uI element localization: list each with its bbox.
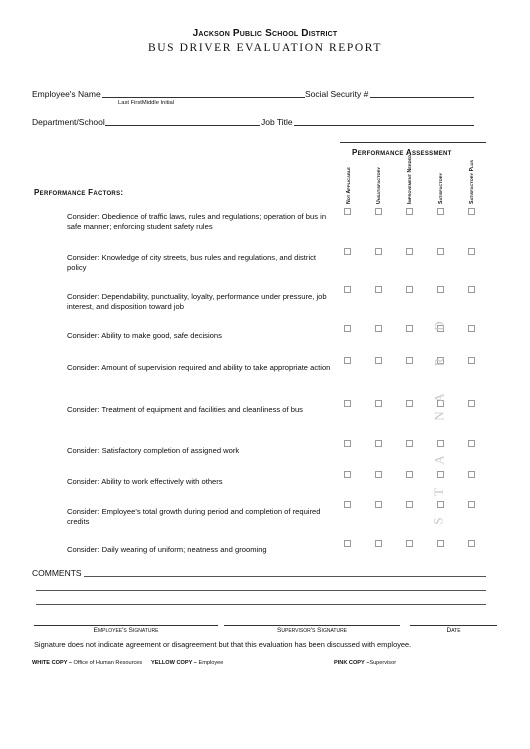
assessment-heading: Performance Assessment: [352, 148, 452, 157]
checkbox-not-applicable[interactable]: [344, 286, 351, 293]
supervisor-signature-line[interactable]: [224, 625, 400, 626]
checkbox-satisfactory[interactable]: [437, 248, 444, 255]
checkbox-unsatisfactory[interactable]: [375, 248, 382, 255]
factor-assigned-work: Consider: Satisfactory completion of assigned work: [67, 446, 240, 455]
white-copy-note: WHITE COPY – Office of Human Resources: [32, 660, 143, 666]
checkbox-unsatisfactory[interactable]: [375, 286, 382, 293]
checkbox-unsatisfactory[interactable]: [375, 357, 382, 364]
checkbox-improvement-needed[interactable]: [406, 501, 413, 508]
checkbox-satisfactory[interactable]: [437, 501, 444, 508]
pink-copy-note: PINK COPY –Supervisor: [334, 660, 397, 666]
employee-name-label: Employee's Name: [32, 89, 101, 99]
factors-heading: Performance Factors:: [34, 188, 124, 197]
checkbox-satisfactory-plus[interactable]: [468, 208, 475, 215]
factor-supervision: Consider: Amount of supervision required and ability to take appropriate action: [67, 363, 331, 372]
checkbox-improvement-needed[interactable]: [406, 248, 413, 255]
checkbox-satisfactory-plus[interactable]: [468, 440, 475, 447]
ssn-field[interactable]: [370, 97, 474, 98]
date-line[interactable]: [410, 625, 497, 626]
checkbox-improvement-needed[interactable]: [406, 357, 413, 364]
checkbox-improvement-needed[interactable]: [406, 400, 413, 407]
report-title: BUS DRIVER EVALUATION REPORT: [148, 42, 382, 54]
stamp-letter: N: [431, 411, 447, 421]
checkbox-satisfactory-plus[interactable]: [468, 400, 475, 407]
checkbox-satisfactory-plus[interactable]: [468, 471, 475, 478]
column-header-unsatisfactory: Unsatisfactory: [376, 166, 382, 204]
checkbox-not-applicable[interactable]: [344, 471, 351, 478]
stamp-letter: A: [431, 393, 447, 403]
stamp-letter: R: [431, 357, 447, 367]
checkbox-improvement-needed[interactable]: [406, 208, 413, 215]
checkbox-satisfactory-plus[interactable]: [468, 248, 475, 255]
ssn-label: Social Security #: [305, 89, 369, 99]
factor-equipment: Consider: Treatment of equipment and facilities and cleanliness of bus: [67, 405, 303, 414]
checkbox-unsatisfactory[interactable]: [375, 501, 382, 508]
factor-uniform: Consider: Daily wearing of uniform; neatness and grooming: [67, 545, 267, 554]
stamp-letter: A: [431, 455, 447, 465]
checkbox-satisfactory-plus[interactable]: [468, 540, 475, 547]
supervisor-signature-label: Supervisor's Signature: [276, 627, 348, 634]
employee-signature-label: Employee's Signature: [93, 627, 159, 634]
checkbox-unsatisfactory[interactable]: [375, 440, 382, 447]
assessment-divider: [340, 142, 486, 143]
name-sublabel: Last FirstMiddle Initial: [118, 100, 175, 106]
column-header-satisfactory: Satisfactory: [438, 172, 444, 204]
checkbox-improvement-needed[interactable]: [406, 540, 413, 547]
checkbox-satisfactory-plus[interactable]: [468, 325, 475, 332]
checkbox-improvement-needed[interactable]: [406, 471, 413, 478]
checkbox-satisfactory-plus[interactable]: [468, 501, 475, 508]
checkbox-satisfactory-plus[interactable]: [468, 357, 475, 364]
department-label: Department/School: [32, 117, 105, 127]
factor-decisions: Consider: Ability to make good, safe decisions: [67, 331, 222, 340]
column-header-not-applicable: Not Applicable: [346, 167, 352, 204]
factor-traffic-laws: Consider: Obedience of traffic laws, rules and regulations; operation of bus in safe manner; enforcing student safety rules: [67, 212, 327, 231]
checkbox-not-applicable[interactable]: [344, 540, 351, 547]
comments-line-1[interactable]: [84, 576, 486, 577]
checkbox-improvement-needed[interactable]: [406, 286, 413, 293]
checkbox-not-applicable[interactable]: [344, 248, 351, 255]
factor-knowledge: Consider: Knowledge of city streets, bus rules and regulations, and district policy: [67, 253, 317, 272]
stamp-letter: D: [431, 321, 447, 331]
checkbox-satisfactory[interactable]: [437, 286, 444, 293]
date-label: Date: [446, 627, 461, 634]
checkbox-satisfactory-plus[interactable]: [468, 286, 475, 293]
factor-dependability: Consider: Dependability, punctuality, loyalty, performance under pressure, job interest, and disposition toward job: [67, 292, 327, 311]
checkbox-improvement-needed[interactable]: [406, 440, 413, 447]
stamp-letter: S: [430, 517, 446, 525]
comments-line-3[interactable]: [36, 604, 486, 605]
factor-growth: Consider: Employee's total growth during period and completion of required credits: [67, 507, 321, 526]
job-title-label: Job Title: [261, 117, 293, 127]
employee-name-field[interactable]: [102, 97, 305, 98]
checkbox-not-applicable[interactable]: [344, 400, 351, 407]
signature-note: Signature does not indicate agreement or disagreement but that this evaluation has been discussed with employee.: [34, 640, 412, 649]
checkbox-satisfactory[interactable]: [437, 471, 444, 478]
district-name: Jackson Public School District: [192, 28, 338, 39]
checkbox-not-applicable[interactable]: [344, 357, 351, 364]
checkbox-not-applicable[interactable]: [344, 440, 351, 447]
column-header-satisfactory-plus: Satisfactory Plus: [469, 159, 475, 204]
checkbox-unsatisfactory[interactable]: [375, 471, 382, 478]
factor-teamwork: Consider: Ability to work effectively with others: [67, 477, 223, 486]
checkbox-satisfactory[interactable]: [437, 540, 444, 547]
checkbox-unsatisfactory[interactable]: [375, 208, 382, 215]
checkbox-not-applicable[interactable]: [344, 325, 351, 332]
comments-label: COMMENTS: [32, 568, 82, 578]
employee-signature-line[interactable]: [34, 625, 218, 626]
column-header-improvement-needed: Improvement Needed: [407, 154, 413, 204]
yellow-copy-note: YELLOW COPY – Employee: [151, 660, 224, 666]
checkbox-not-applicable[interactable]: [344, 208, 351, 215]
checkbox-unsatisfactory[interactable]: [375, 540, 382, 547]
checkbox-improvement-needed[interactable]: [406, 325, 413, 332]
checkbox-not-applicable[interactable]: [344, 501, 351, 508]
department-field[interactable]: [105, 125, 260, 126]
job-title-field[interactable]: [294, 125, 474, 126]
checkbox-satisfactory[interactable]: [437, 208, 444, 215]
checkbox-unsatisfactory[interactable]: [375, 400, 382, 407]
checkbox-unsatisfactory[interactable]: [375, 325, 382, 332]
checkbox-satisfactory[interactable]: [437, 440, 444, 447]
stamp-letter: T: [430, 488, 446, 496]
comments-line-2[interactable]: [36, 590, 486, 591]
